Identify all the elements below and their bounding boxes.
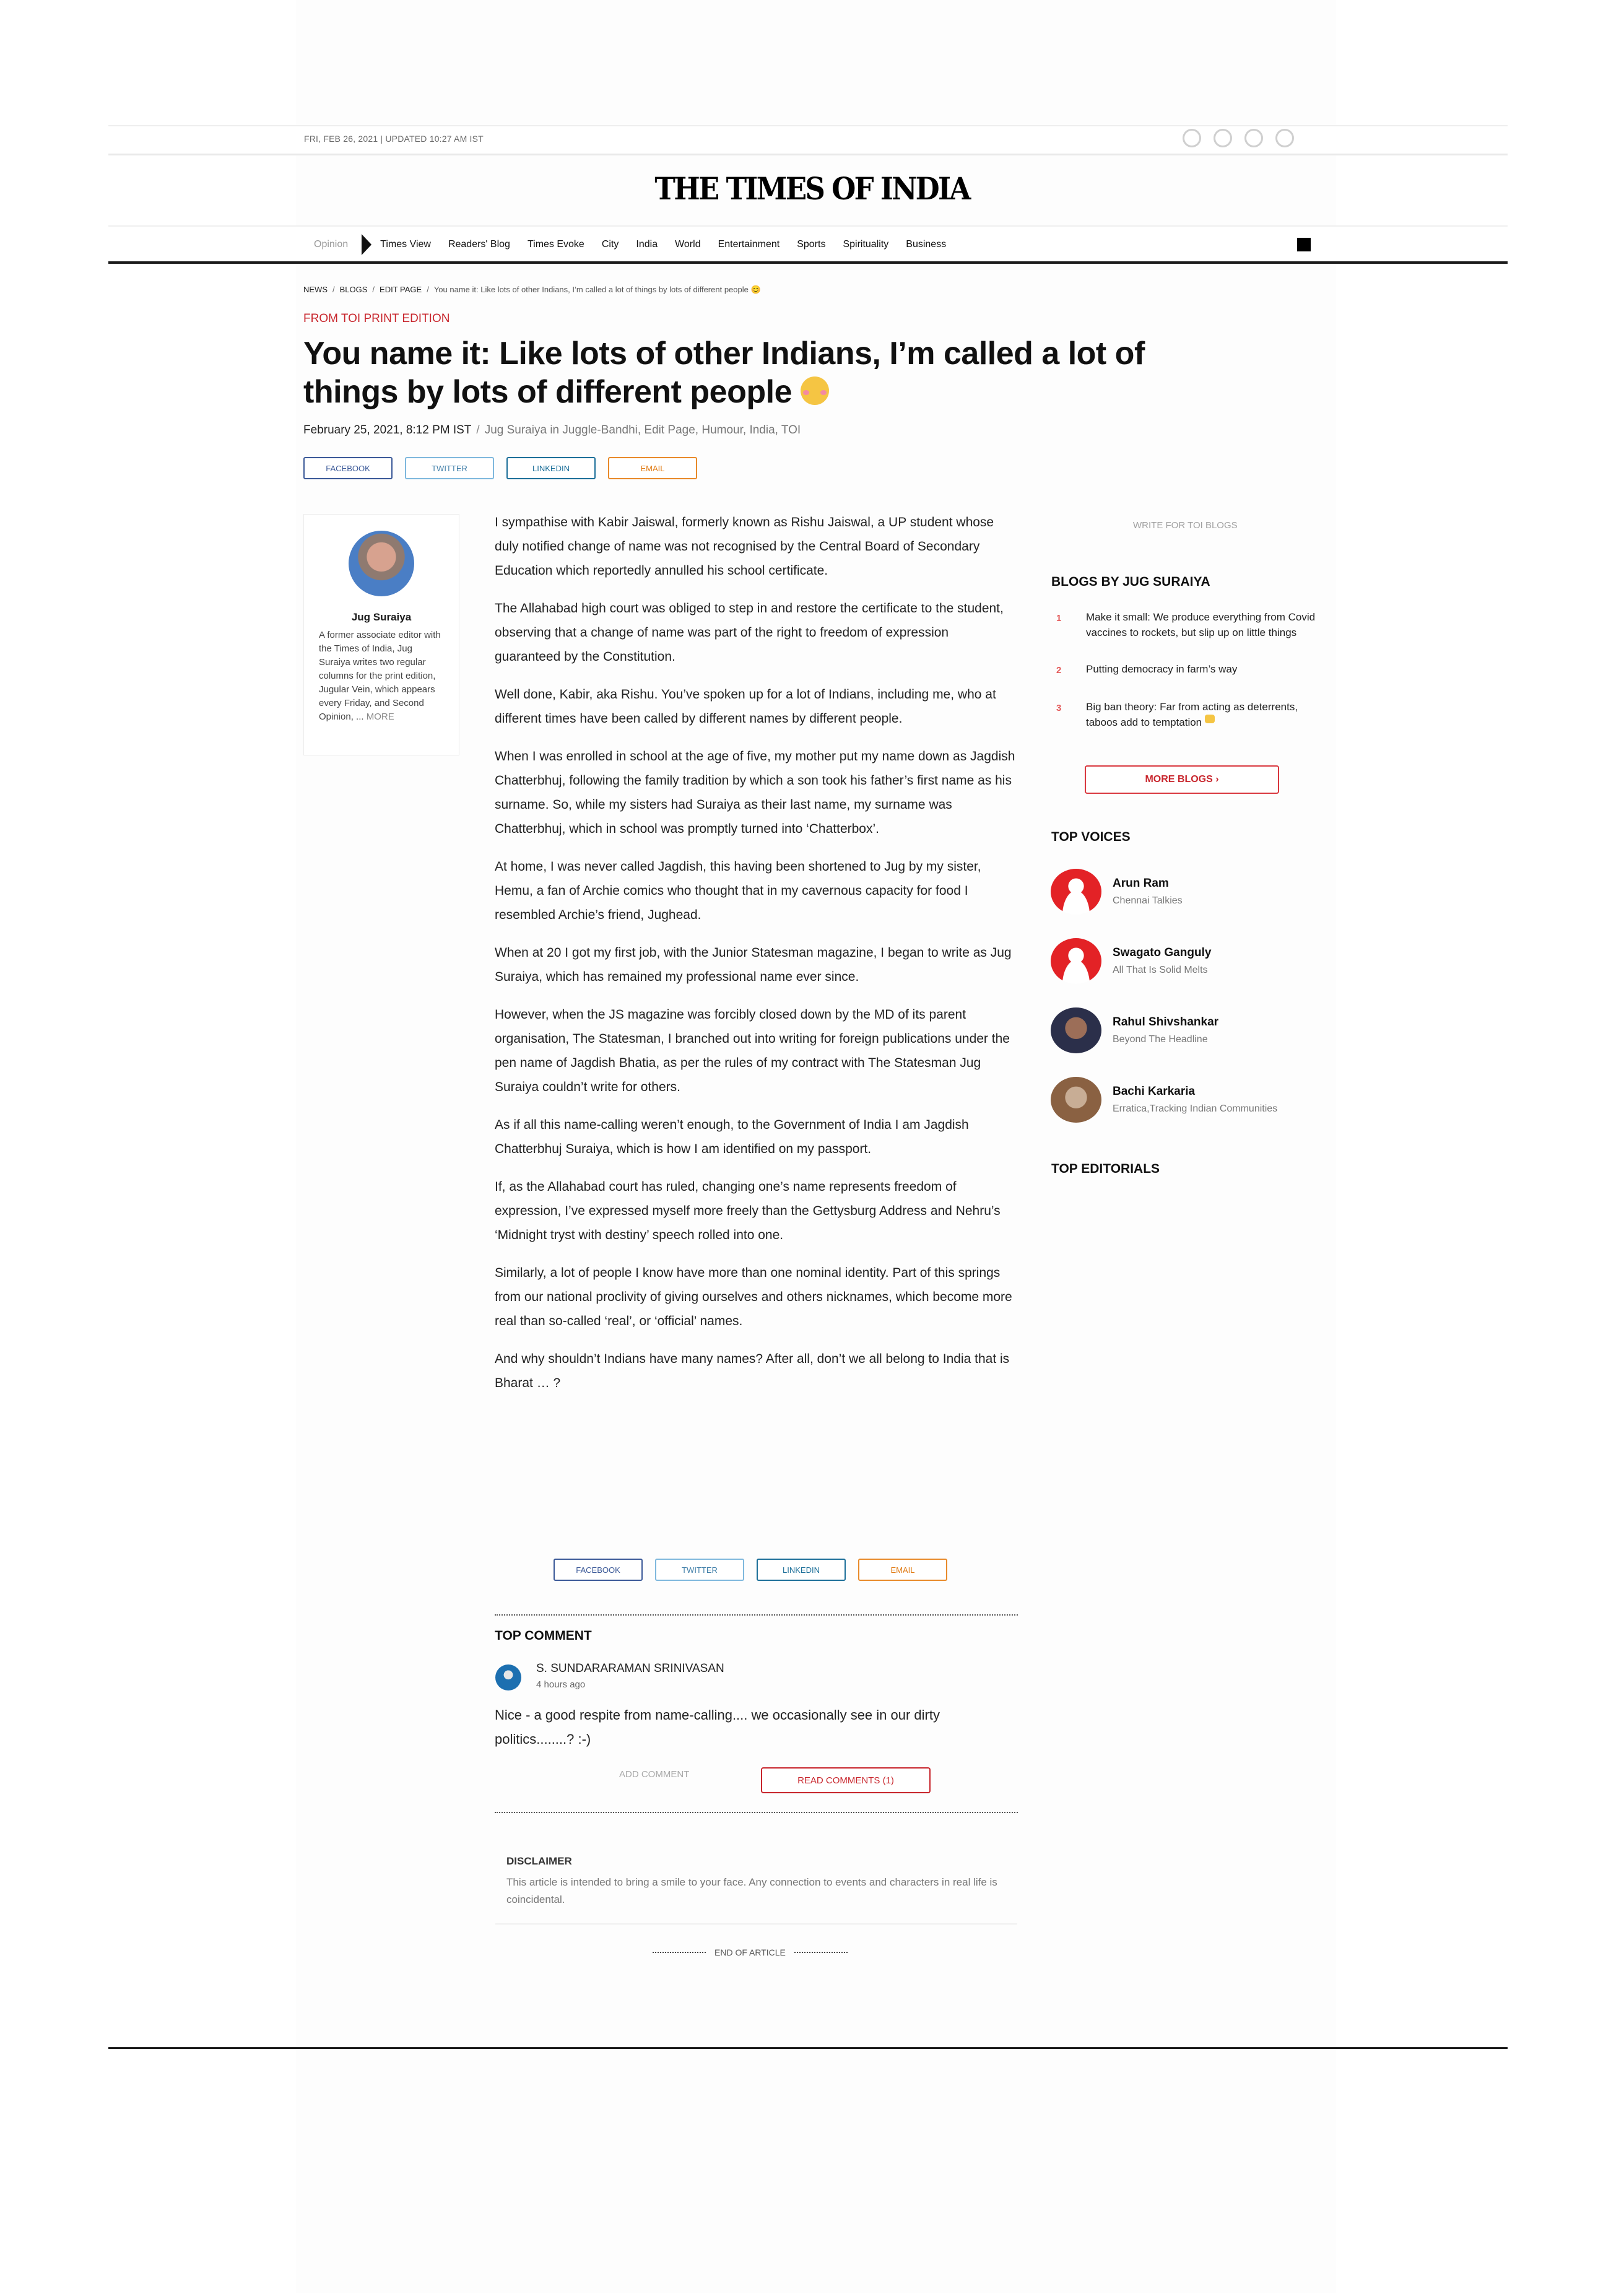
breadcrumb-news[interactable]: NEWS (303, 285, 328, 294)
list-item[interactable] (1056, 609, 1316, 640)
article-paragraph: When at 20 I got my first job, with the Junior Statesman magazine, I began to write as Jug Suraiya, which has remained my professional name ever since. (495, 946, 1012, 984)
blog-rank: 1 (1056, 613, 1062, 624)
author-bio (319, 629, 445, 724)
article-paragraph: Similarly, a lot of people I know have more than one nominal identity. Part of this springs from our national proclivity of giving ourselves and others nicknames, which become more real than so-called ‘real’, or ‘official’ names. (495, 1266, 1012, 1328)
voice-column: All That Is Solid Melts (1113, 965, 1208, 975)
nav-item-spirituality[interactable]: Spirituality (843, 239, 889, 250)
voice-name[interactable]: Swagato Ganguly (1113, 946, 1212, 959)
nav-item-readers-blog[interactable]: Readers' Blog (448, 239, 510, 250)
divider (794, 1952, 848, 1953)
read-comments-button[interactable]: READ COMMENTS (1) (761, 1767, 931, 1793)
list-item[interactable] (1056, 661, 1316, 678)
article-paragraph: And why shouldn’t Indians have many names? After all, don’t we all belong to India that is Bharat … ? (495, 1352, 1010, 1390)
voice-name[interactable]: Arun Ram (1113, 877, 1169, 890)
twitter-share-button[interactable]: TWITTER (655, 1559, 744, 1581)
breadcrumb-edit-page[interactable]: EDIT PAGE (380, 285, 422, 294)
nav-arrow-icon (362, 234, 371, 255)
breadcrumb-current: You name it: Like lots of other Indians, I’m called a lot of things by lots of different people 😊 (433, 285, 761, 294)
article-paragraph: Well done, Kabir, aka Rishu. You’ve spoken up for a lot of Indians, including me, who at different times have been called by different names by different people. (495, 687, 996, 726)
header-icons (1183, 129, 1294, 147)
article-paragraph: However, when the JS magazine was forcibly closed down by the MD of its parent organisation, The Statesman, I branched out into writing for foreign publications under the pen name of Jagdish Bhatia, as per the rules of my contract with The Statesman Jug Suraiya couldn’t write for others. (495, 1007, 1010, 1094)
list-item[interactable] (1051, 1065, 1277, 1134)
blog-title[interactable]: Big ban theory: Far from acting as deterrents, taboos add to temptation (1086, 701, 1298, 728)
stop-square-icon[interactable] (1297, 238, 1311, 251)
twitter-share-button[interactable]: TWITTER (405, 457, 494, 479)
linkedin-share-button[interactable]: LINKEDIN (757, 1559, 846, 1581)
list-item[interactable] (1056, 699, 1316, 730)
author-name[interactable]: Jug Suraiya (351, 611, 412, 623)
avatar (1051, 1007, 1101, 1053)
share-bar-top (303, 457, 697, 479)
circle-icon[interactable] (1244, 129, 1263, 147)
divider (653, 1952, 706, 1953)
article-title-text: You name it: Like lots of other Indians, I’m called a lot of things by lots of different people (303, 336, 1145, 410)
nav-item-city[interactable]: City (601, 239, 619, 250)
commenter-avatar (495, 1664, 521, 1690)
email-share-button[interactable]: EMAIL (608, 457, 697, 479)
nav-item-world[interactable]: World (675, 239, 701, 250)
article-paragraph: At home, I was never called Jagdish, this having been shortened to Jug by my sister, Hemu, a fan of Archie comics who thought that in my cavernous capacity for food I resembled Archie’s friend, Jughead. (495, 859, 981, 922)
commenter-name[interactable]: S. SUNDARARAMAN SRINIVASAN (536, 1662, 724, 1675)
voice-column: Beyond The Headline (1113, 1034, 1208, 1045)
disclaimer-text: This article is intended to bring a smile to your face. Any connection to events and characters in real life is coincidental. (506, 1876, 997, 1905)
nav-section-opinion[interactable]: Opinion (314, 239, 349, 250)
top-editorials-heading: TOP EDITORIALS (1051, 1162, 1160, 1176)
byline: February 25, 2021, 8:12 PM IST / Jug Suraiya in Juggle-Bandhi, Edit Page, Humour, India, TOI (303, 424, 801, 437)
date-line: FRI, FEB 26, 2021 | UPDATED 10:27 AM IST (304, 134, 484, 144)
nav-item-business[interactable]: Business (906, 239, 947, 250)
comment-text: Nice - a good respite from name-calling.... we occasionally see in our dirty politics........? :-) (495, 1707, 940, 1747)
top-bar (108, 125, 1508, 155)
author-categories[interactable]: Jug Suraiya in Juggle-Bandhi, Edit Page, Humour, India, TOI (484, 424, 801, 437)
more-blogs-button[interactable]: MORE BLOGS › (1085, 765, 1279, 794)
linkedin-share-button[interactable]: LINKEDIN (506, 457, 596, 479)
article-paragraph: I sympathise with Kabir Jaiswal, formerly known as Rishu Jaiswal, a UP student whose duly notified change of name was not recognised by the Central Board of Secondary Education which reportedly annulled his school certificate. (495, 515, 994, 578)
article-paragraph: The Allahabad high court was obliged to step in and restore the certificate to the student, observing that a change of name was part of the right to freedom of expression guaranteed by the Constitution. (495, 601, 1004, 664)
breadcrumb-blogs[interactable]: BLOGS (339, 285, 368, 294)
circle-icon[interactable] (1183, 129, 1201, 147)
publish-date: February 25, 2021, 8:12 PM IST (303, 424, 472, 437)
divider (495, 1812, 1018, 1813)
top-comment-heading: TOP COMMENT (495, 1629, 592, 1643)
main-nav (108, 225, 1508, 264)
list-item[interactable] (1051, 926, 1277, 996)
end-of-article (653, 1947, 848, 1957)
voice-name[interactable]: Bachi Karkaria (1113, 1085, 1196, 1098)
blog-rank: 2 (1056, 665, 1062, 676)
end-of-article-label: END OF ARTICLE (714, 1947, 786, 1957)
smiling-face-icon (801, 376, 829, 405)
list-item[interactable] (1051, 996, 1277, 1065)
circle-icon[interactable] (1275, 129, 1294, 147)
nav-item-india[interactable]: India (636, 239, 658, 250)
author-bio-text: A former associate editor with the Times of India, Jug Suraiya writes two regular columns for the print edition, Jugular Vein, which appears every Friday, and Second Opinion, ... (319, 630, 441, 722)
article-paragraph: When I was enrolled in school at the age of five, my mother put my name down as Jagdish Chatterbhuj, following the family tradition by which a son took his father’s first name as his surname. So, while my sisters had Suraiya as their last name, my surname was Chatterbhuj, which in school was promptly turned into ‘Chatterbox’. (495, 749, 1015, 836)
share-bar-bottom (554, 1559, 947, 1581)
blogs-by-author-heading: BLOGS BY JUG SURAIYA (1051, 575, 1210, 589)
blog-title[interactable]: Make it small: We produce everything from Covid vaccines to rockets, but slip up on little things (1086, 611, 1316, 638)
voice-column: Erratica,Tracking Indian Communities (1113, 1103, 1278, 1114)
footer-rule (108, 2047, 1508, 2049)
author-blog-list (1056, 609, 1316, 751)
author-more-link[interactable]: MORE (366, 711, 394, 722)
nav-item-entertainment[interactable]: Entertainment (718, 239, 780, 250)
site-logo[interactable]: THE TIMES OF INDIA (654, 170, 970, 207)
facebook-share-button[interactable]: FACEBOOK (303, 457, 393, 479)
circle-icon[interactable] (1214, 129, 1232, 147)
avatar-placeholder-icon (1051, 869, 1101, 915)
blog-title[interactable]: Putting democracy in farm’s way (1086, 663, 1238, 675)
avatar (1051, 1077, 1101, 1123)
email-share-button[interactable]: EMAIL (858, 1559, 947, 1581)
write-for-toi-blogs-link[interactable]: WRITE FOR TOI BLOGS (1133, 520, 1238, 531)
top-voices-heading: TOP VOICES (1051, 830, 1131, 844)
add-comment-button[interactable]: ADD COMMENT (619, 1769, 690, 1780)
article-body (495, 510, 1018, 1409)
author-avatar[interactable] (349, 531, 414, 596)
blog-rank: 3 (1056, 703, 1062, 713)
article-paragraph: If, as the Allahabad court has ruled, changing one’s name represents freedom of expression, I’ve expressed myself more freely than the Gettysburg Address and Nehru’s ‘Midnight tryst with destiny’ speech rolled into one. (495, 1180, 1001, 1242)
facebook-share-button[interactable]: FACEBOOK (554, 1559, 643, 1581)
emoji-icon (1205, 715, 1215, 723)
article-paragraph: As if all this name-calling weren’t enough, to the Government of India I am Jagdish Chatterbhuj Suraiya, which is how I am identified on my passport. (495, 1118, 969, 1156)
nav-item-times-evoke[interactable]: Times Evoke (527, 239, 584, 250)
nav-item-sports[interactable]: Sports (797, 239, 826, 250)
print-edition-kicker: FROM TOI PRINT EDITION (303, 312, 450, 325)
top-voices-list (1051, 857, 1277, 1134)
disclaimer (495, 1833, 1017, 1925)
article-title (303, 334, 1220, 411)
comment-time: 4 hours ago (536, 1679, 586, 1690)
voice-column: Chennai Talkies (1113, 895, 1183, 906)
avatar-placeholder-icon (1051, 938, 1101, 984)
breadcrumb: NEWS / BLOGS / EDIT PAGE / You name it: Like lots of other Indians, I’m called a lot of things by lots of different people 😊 (303, 285, 761, 294)
voice-name[interactable]: Rahul Shivshankar (1113, 1016, 1219, 1029)
list-item[interactable] (1051, 857, 1277, 926)
nav-item-times-view[interactable]: Times View (380, 239, 431, 250)
divider (495, 1614, 1018, 1616)
author-card (303, 514, 459, 755)
disclaimer-heading: DISCLAIMER (506, 1855, 572, 1867)
